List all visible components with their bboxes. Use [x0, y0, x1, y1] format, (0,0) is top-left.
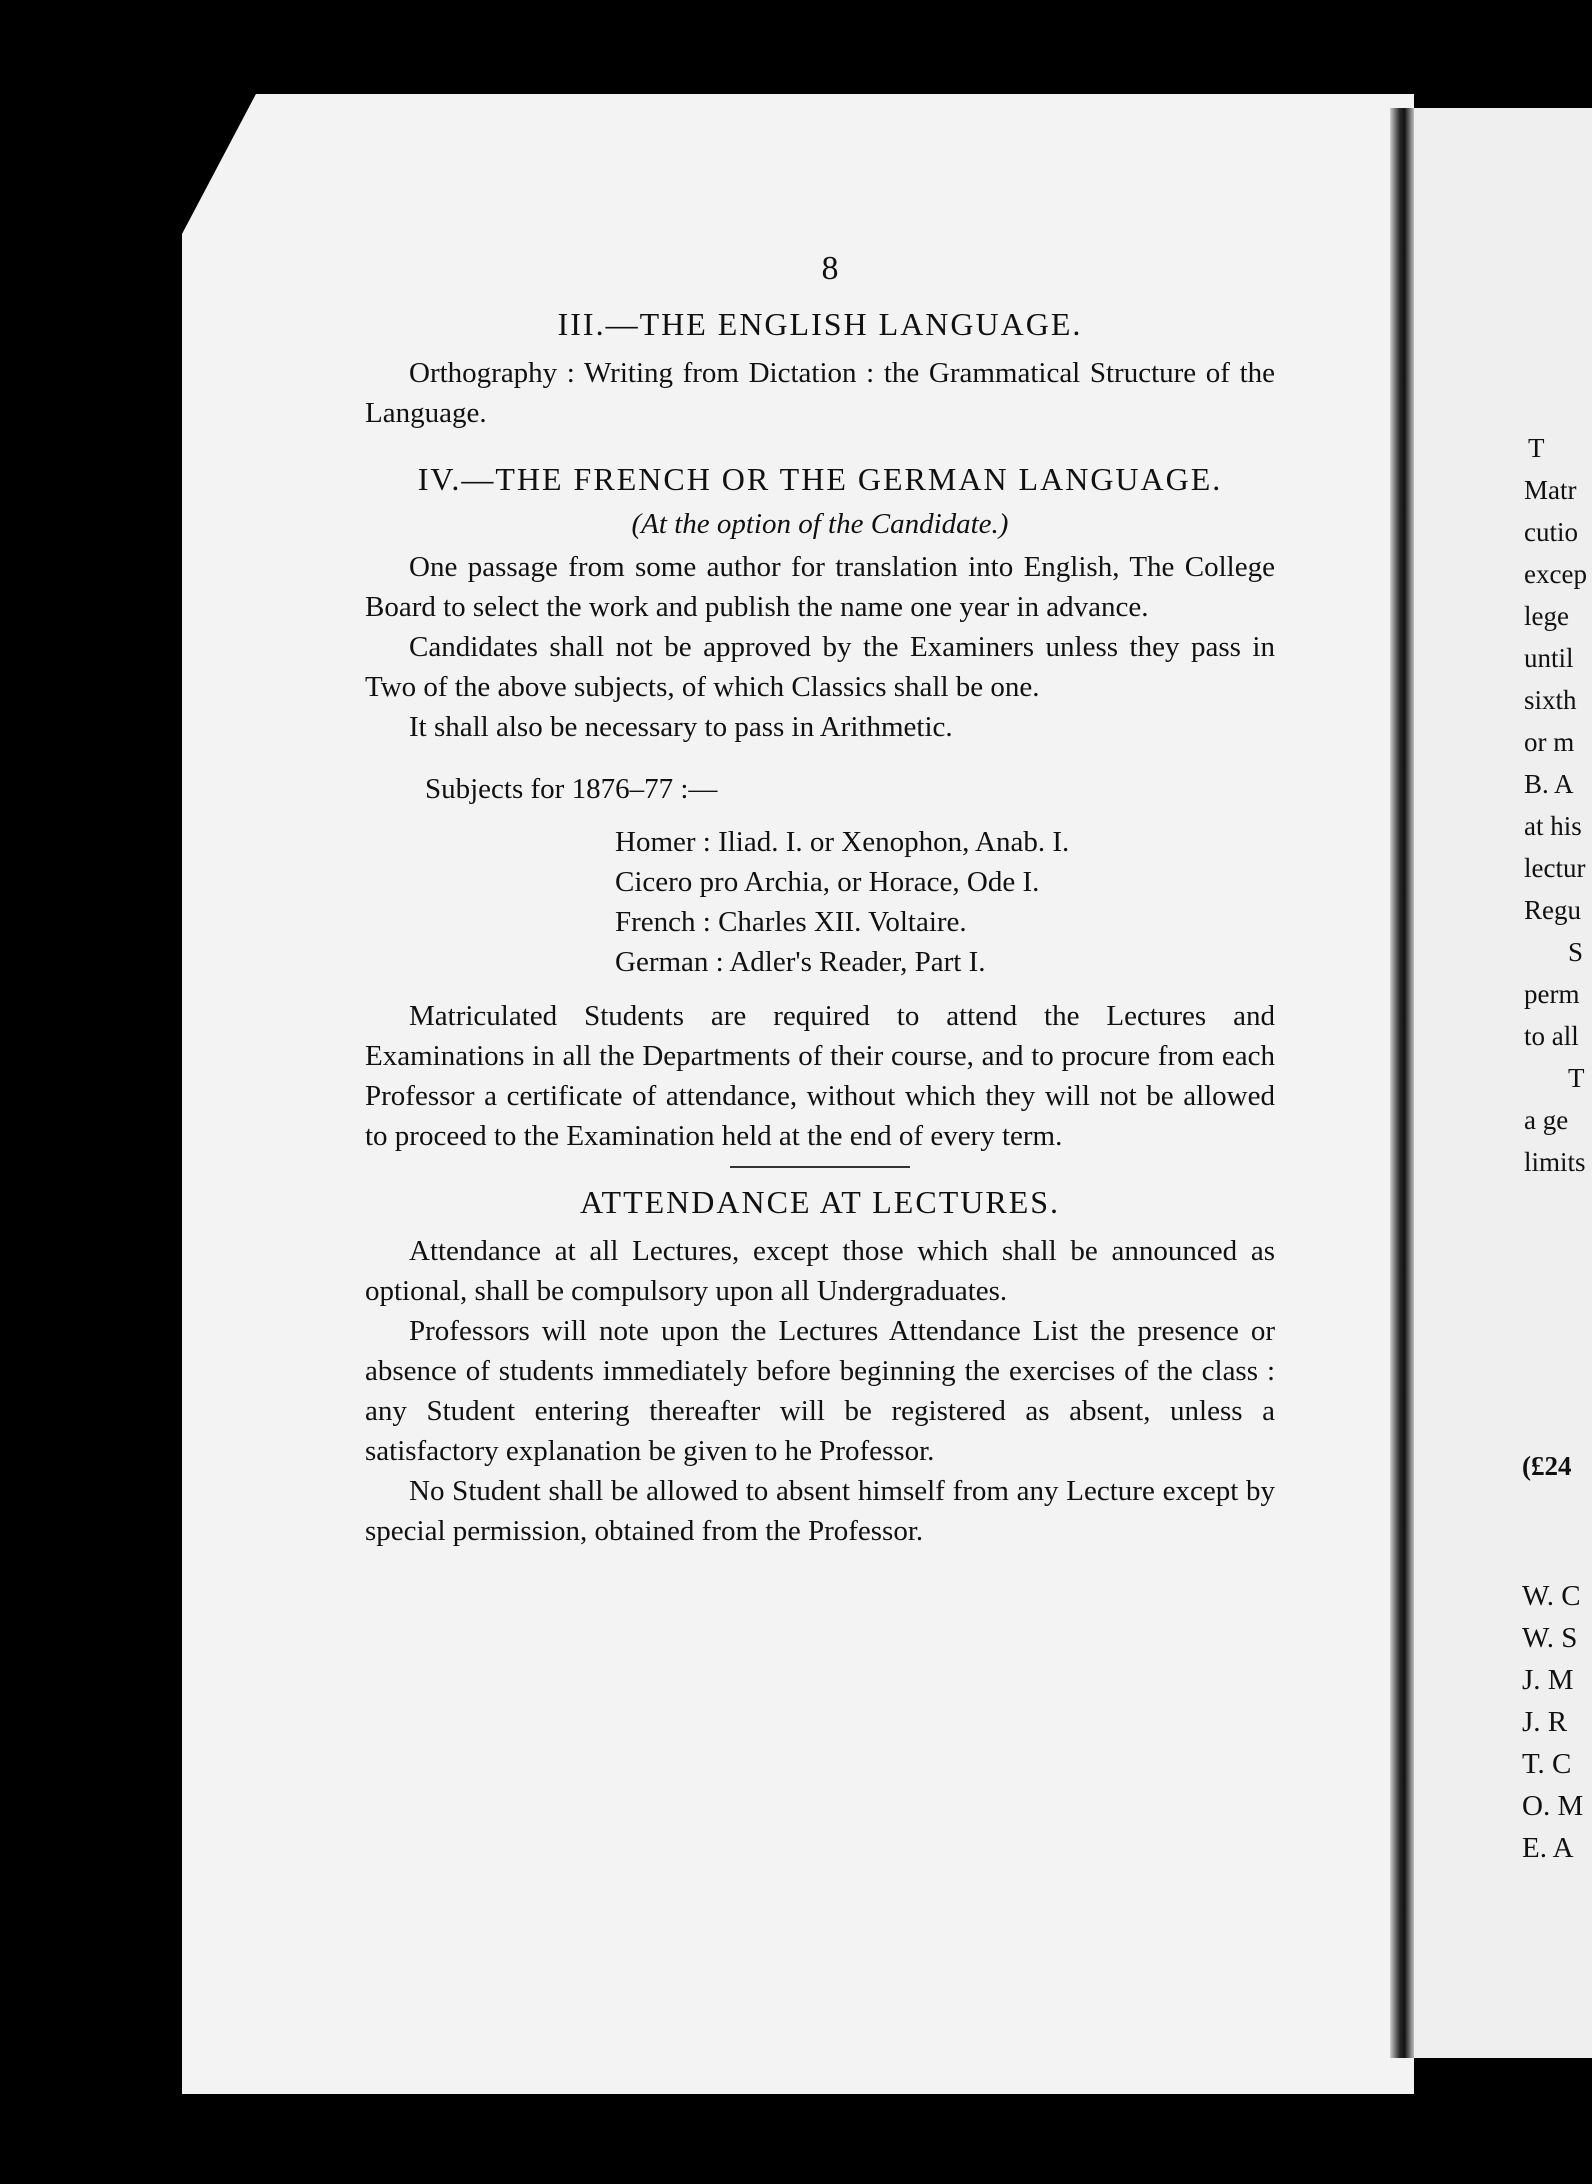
facing-name: J. R — [1522, 1706, 1568, 1738]
arithmetic-paragraph: It shall also be necessary to pass in Arithmetic. — [409, 711, 953, 743]
subjects-list — [615, 822, 1275, 982]
page-content — [365, 250, 1275, 1551]
section-divider — [730, 1166, 910, 1168]
facing-name: W. S — [1522, 1622, 1578, 1654]
facing-line: to all — [1524, 1021, 1579, 1051]
facing-line: T — [1528, 433, 1545, 463]
facing-line: perm — [1524, 979, 1580, 1009]
section-heading-french-german: IV.—THE FRENCH OR THE GERMAN LANGUAGE. — [417, 461, 1223, 497]
attendance-paragraph-3: No Student shall be allowed to absent himself from any Lecture except by special permission, obtained from the Professor. — [365, 1475, 1275, 1547]
facing-line: lectur — [1524, 853, 1586, 883]
facing-line: limits — [1524, 1147, 1586, 1177]
facing-name: O. M — [1522, 1790, 1584, 1822]
facing-line: at his — [1524, 811, 1582, 841]
page-number: 8 — [821, 250, 839, 287]
subjects-title: Subjects for 1876–77 :— — [425, 773, 718, 805]
facing-fee: (£24 — [1522, 1451, 1572, 1481]
subject-item: Cicero pro Archia, or Horace, Ode I. — [615, 866, 1040, 898]
facing-name: J. M — [1522, 1664, 1574, 1696]
subject-item: German : Adler's Reader, Part I. — [615, 946, 986, 978]
translation-paragraph: One passage from some author for translation into English, The College Board to select the work and publish the name one year in advance. — [365, 551, 1275, 623]
facing-line: until — [1524, 643, 1574, 673]
facing-line: Matr — [1524, 475, 1577, 505]
facing-line: lege — [1524, 601, 1569, 631]
book-spine — [1390, 108, 1414, 2058]
facing-line: sixth — [1524, 685, 1577, 715]
section-heading-english: III.—THE ENGLISH LANGUAGE. — [557, 306, 1083, 342]
facing-line: excep — [1524, 559, 1587, 589]
facing-name: W. C — [1522, 1580, 1581, 1612]
approval-paragraph: Candidates shall not be approved by the Examiners unless they pass in Two of the above subjects, of which Classics shall be one. — [365, 631, 1275, 703]
facing-line: B. A — [1524, 769, 1574, 799]
facing-name: T. C — [1522, 1748, 1572, 1780]
facing-line: T — [1568, 1063, 1585, 1093]
facing-line: or m — [1524, 727, 1575, 757]
facing-line: Regu — [1524, 895, 1581, 925]
matriculated-paragraph: Matriculated Students are required to attend the Lectures and Examinations in all the Departments of their course, and to procure from each Professor a certificate of attendance, without which they will not be allowed to proceed to the Examination held at the end of every term. — [365, 1000, 1275, 1152]
scan-border — [182, 2094, 1592, 2184]
attendance-paragraph-1: Attendance at all Lectures, except those which shall be announced as optional, shall be compulsory upon all Undergraduates. — [365, 1235, 1275, 1307]
facing-line: cutio — [1524, 517, 1578, 547]
section-heading-attendance: ATTENDANCE AT LECTURES. — [579, 1184, 1061, 1220]
facing-line: S — [1568, 937, 1584, 967]
subject-item: Homer : Iliad. I. or Xenophon, Anab. I. — [615, 826, 1070, 858]
english-language-text: Orthography : Writing from Dictation : the Grammatical Structure of the Language. — [365, 357, 1275, 429]
subject-item: French : Charles XII. Voltaire. — [615, 906, 967, 938]
candidate-option-note: (At the option of the Candidate.) — [631, 508, 1009, 540]
facing-name: E. A — [1522, 1832, 1574, 1864]
attendance-paragraph-2: Professors will note upon the Lectures Attendance List the presence or absence of students immediately before beginning the exercises of the class : any Student entering thereafter will be registered as absent, unless a satisfactory explanation be given to he Professor. — [365, 1315, 1275, 1467]
facing-line: a ge — [1524, 1105, 1569, 1135]
